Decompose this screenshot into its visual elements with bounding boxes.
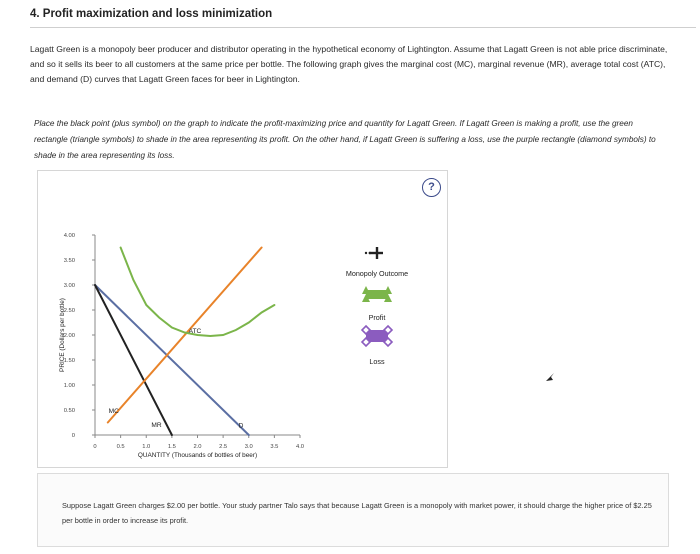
- y-tick-label: 3.00: [63, 283, 75, 289]
- y-tick-label: 3.50: [63, 258, 75, 264]
- y-tick-label: 0: [71, 433, 75, 439]
- y-tick-label: 2.50: [63, 308, 75, 314]
- y-tick-label: 2.00: [63, 333, 75, 339]
- x-tick-label: 3.5: [270, 444, 279, 450]
- curve-label-mr: MR: [151, 422, 162, 429]
- curve-label-atc: ATC: [188, 328, 202, 335]
- profit-label: Profit: [368, 313, 386, 322]
- loss-label: Loss: [369, 357, 385, 366]
- y-axis-label: PRICE (Dollars per bottle): [59, 298, 66, 372]
- x-tick-label: 1.5: [167, 444, 176, 450]
- x-tick-label: 0.5: [116, 444, 125, 450]
- profit-rectangle-tool[interactable]: [362, 286, 392, 302]
- y-tick-label: 0.50: [63, 408, 75, 414]
- x-tick-label: 1.0: [142, 444, 151, 450]
- plus-icon: [371, 247, 383, 259]
- intro-paragraph: Lagatt Green is a monopoly beer producer and distributor operating in the hypothetical economy of Lightington. Assume that Lagatt Green is not able price discriminate, and so it sells its beer to all customers at the same price per bottle. The following graph gives the marginal cost (MC), marginal revenue (MR), average total cost (ATC), and demand (D) curves that Lagatt Green faces for beer in Lightington.: [30, 44, 668, 84]
- y-tick-label: 1.00: [63, 383, 75, 389]
- y-tick-label: 1.50: [63, 358, 75, 364]
- monopoly-outcome-tool[interactable]: [365, 247, 383, 259]
- curve-atc: [121, 248, 275, 337]
- chart-curves: [95, 248, 274, 436]
- curve-label-d: D: [238, 422, 244, 430]
- curve-label-mc: MC: [108, 408, 119, 415]
- x-tick-label: 4.0: [295, 444, 305, 450]
- chart-axes: [92, 235, 300, 438]
- x-tick-label: 2.0: [193, 444, 202, 450]
- x-tick-label: 0: [93, 444, 97, 450]
- help-icon[interactable]: ?: [422, 178, 441, 197]
- y-tick-label: 4.00: [63, 233, 75, 239]
- monopoly-outcome-label: Monopoly Outcome: [345, 269, 409, 278]
- follow-up-text: Suppose Lagatt Green charges $2.00 per bottle. Your study partner Talo says that because Lagatt Green is a monopoly with market power, it should charge the higher price of $2.25 per bottle in order to increase its profit.: [62, 501, 652, 525]
- question-title: 4. Profit maximization and loss minimization: [30, 8, 273, 20]
- instructions-paragraph: Place the black point (plus symbol) on the graph to indicate the profit-maximizing price and quantity for Lagatt Green. If Lagatt Green is making a profit, use the green rectangle (triangle symbols) to shade in the area representing its profit. On the other hand, if Lagatt Green is suffering a loss, use the purple rectangle (diamond symbols) to shade in the area representing its loss.: [34, 119, 656, 160]
- loss-rectangle-tool[interactable]: [362, 326, 392, 346]
- follow-up-panel: [37, 473, 669, 547]
- x-tick-label: 3.0: [244, 444, 253, 450]
- curve-mr: [95, 285, 172, 435]
- mouse-cursor-icon: [545, 372, 555, 382]
- x-tick-label: 2.5: [219, 444, 228, 450]
- chart-labels: [59, 233, 304, 459]
- x-axis-label: QUANTITY (Thousands of bottles of beer): [137, 452, 258, 459]
